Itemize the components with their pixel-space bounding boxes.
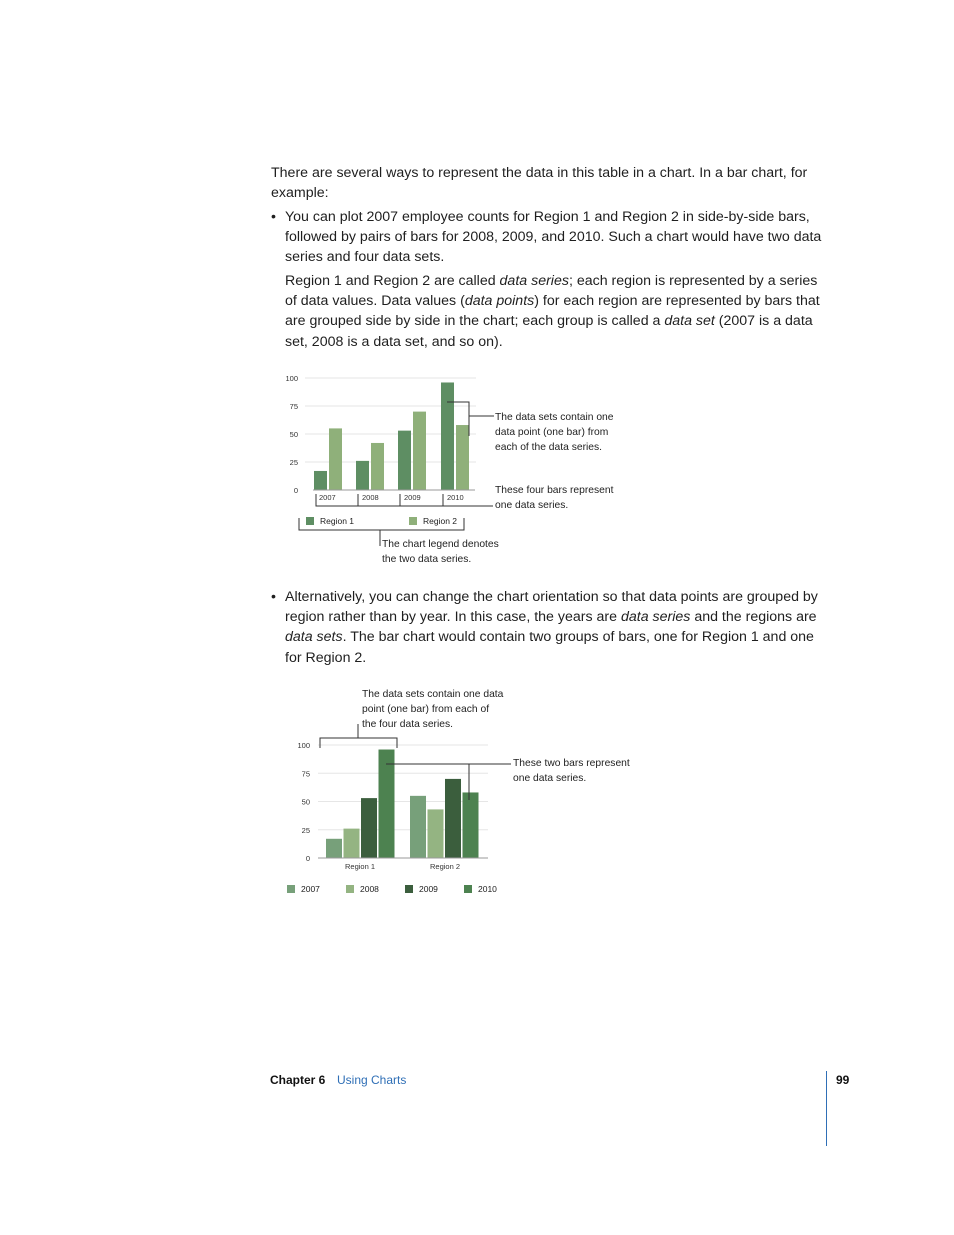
- chart1-legend: [306, 516, 457, 526]
- c2-y-tick-label: 75: [301, 769, 310, 779]
- chart1-bars: [314, 382, 469, 490]
- c1-legend-swatch: [409, 517, 417, 525]
- c2-bar: [463, 792, 479, 858]
- chart1-series-callout-line1: These four bars represent: [495, 485, 614, 496]
- c2-y-tick-label: 0: [305, 854, 310, 863]
- chart2-sets-callout-line3: the four data series.: [362, 719, 454, 730]
- c2-legend-label: 2009: [419, 884, 438, 894]
- bullet-marker: •: [271, 589, 276, 605]
- chart1-sets-bracket: [447, 402, 494, 436]
- c2-bar: [361, 798, 377, 858]
- c1-y-tick-label: 100: [285, 374, 298, 383]
- chart2-series-callout-line2: one data series.: [513, 773, 587, 784]
- c1-bar: [329, 428, 342, 490]
- c1-x-tick-label: 2010: [447, 493, 464, 502]
- chart2-x-tick-labels: [345, 862, 460, 871]
- c1-bar: [356, 461, 369, 490]
- c1-y-tick-label: 75: [289, 402, 298, 411]
- chart1-legend-callout-line1: The chart legend denotes: [382, 539, 499, 550]
- bullet1-text: You can plot 2007 employee counts for Region 1 and Region 2 in side-by-side bars, followed by pairs of bars for 2008, 2009, and 2010. Such a chart would have two data series and four data sets.: [285, 209, 822, 266]
- c1-legend-swatch: [306, 517, 314, 525]
- chart1-sets-callout-line1: The data sets contain one: [495, 412, 614, 423]
- c1-y-tick-label: 0: [293, 486, 298, 495]
- chart2-series-callout-line1: These two bars represent: [513, 758, 630, 769]
- c2-bar: [344, 829, 360, 858]
- c1-bar: [371, 443, 384, 490]
- bullet1-explanation: Region 1 and Region 2 are called data series; each region is represented by a series of data values. Data values (data points) for each region are represented by bars that are grouped side by side in the chart; each group is called a data set (2007 is a data set, 2008 is a data set, and so on).: [285, 273, 820, 350]
- c2-legend-swatch: [405, 885, 413, 893]
- c1-bar: [413, 412, 426, 490]
- page-number: 99: [836, 1073, 850, 1087]
- c2-bar: [326, 839, 342, 858]
- c2-legend-swatch: [287, 885, 295, 893]
- chart1-y-ticks: [285, 374, 298, 495]
- c1-y-tick-label: 50: [289, 430, 298, 439]
- c2-y-tick-label: 50: [301, 797, 310, 807]
- chart1-legend-callout-line2: the two data series.: [382, 554, 472, 565]
- chart1-sets-callout-line2: data point (one bar) from: [495, 427, 609, 438]
- c1-bar: [441, 382, 454, 490]
- footer-chapter: Chapter 6: [270, 1073, 326, 1087]
- c1-bar: [456, 425, 469, 490]
- chart2-y-ticks: [297, 741, 310, 863]
- c2-x-tick-label: Region 1: [344, 862, 376, 871]
- intro-paragraph: There are several ways to represent the data in this table in a chart. In a bar chart, for example:: [271, 165, 808, 202]
- c2-legend-label: 2010: [478, 884, 497, 894]
- c2-legend-label: 2008: [360, 884, 379, 894]
- bullet2-text: Alternatively, you can change the chart orientation so that data points are grouped by region rather than by year. In this case, the years are data series and the regions are data sets. The bar chart would contain two groups of bars, one for Region 1 and one for Region 2.: [285, 589, 818, 666]
- c1-legend-label: Region 1: [320, 516, 355, 526]
- c2-legend-label: 2007: [301, 884, 320, 894]
- c1-x-tick-label: 2009: [404, 493, 421, 502]
- footer-divider: [826, 1071, 827, 1146]
- bullet-marker: •: [271, 209, 276, 225]
- c2-legend-swatch: [464, 885, 472, 893]
- c2-bar: [410, 796, 426, 858]
- c1-bar: [314, 471, 327, 490]
- chart1-x-tick-labels: [319, 493, 464, 502]
- c2-bar: [445, 779, 461, 858]
- chart2-sets-callout-line1: The data sets contain one data: [362, 689, 504, 700]
- chart2-sets-callout-line2: point (one bar) from each of: [362, 704, 490, 715]
- chart1-sets-callout-line3: each of the data series.: [495, 442, 603, 453]
- c2-legend-swatch: [346, 885, 354, 893]
- c2-bar: [428, 809, 444, 858]
- c1-legend-label: Region 2: [423, 516, 458, 526]
- c1-bar: [398, 431, 411, 490]
- c2-bar: [379, 750, 395, 858]
- c1-x-tick-label: 2008: [362, 493, 379, 502]
- c2-y-tick-label: 100: [297, 741, 310, 750]
- c2-y-tick-label: 25: [301, 825, 310, 835]
- c2-x-tick-label: Region 2: [429, 862, 461, 871]
- chart2-bars: [326, 750, 479, 858]
- chart1-series-callout-line2: one data series.: [495, 500, 569, 511]
- footer-section-link[interactable]: Using Charts: [337, 1073, 407, 1087]
- c1-y-tick-label: 25: [289, 458, 298, 467]
- chart2-legend: [287, 884, 497, 894]
- c1-x-tick-label: 2007: [319, 493, 336, 502]
